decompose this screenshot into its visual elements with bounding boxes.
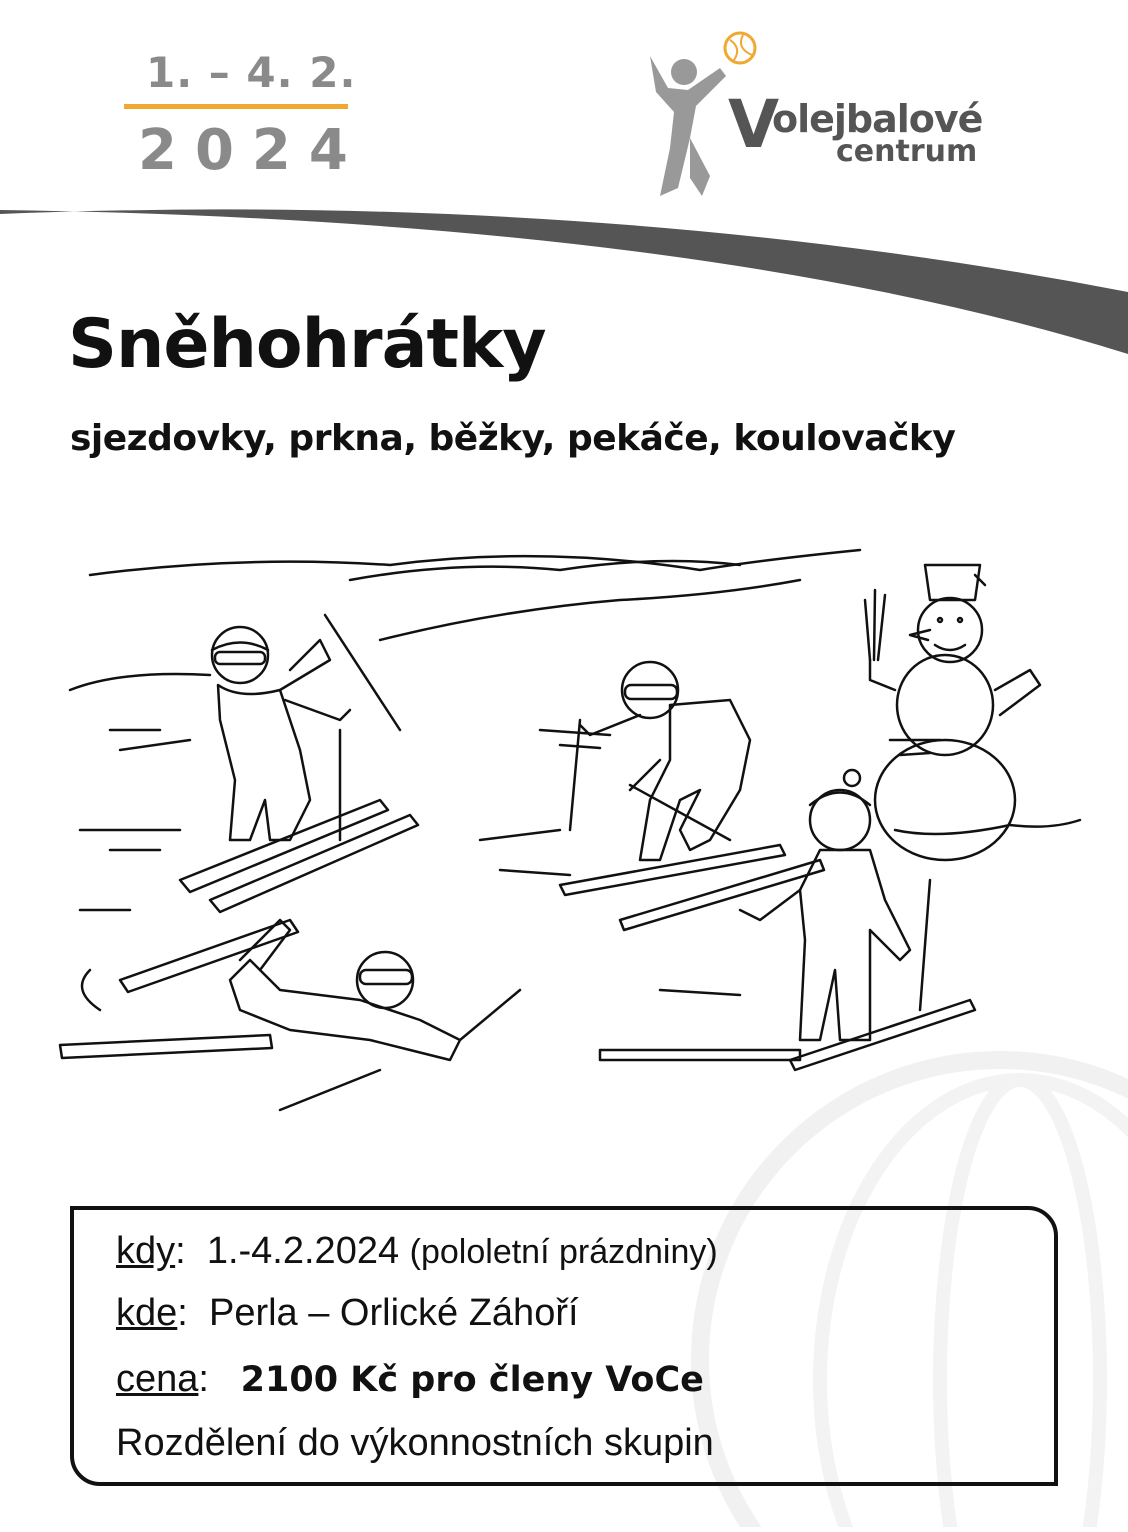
logo-text-centrum: centrum xyxy=(836,134,978,169)
snowman-figure xyxy=(865,565,1080,860)
skier-one-figure xyxy=(180,615,418,912)
date-range: 1. – 4. 2. xyxy=(146,48,357,97)
when-value: 1.-4.2.2024 xyxy=(206,1230,400,1272)
logo-text-volejbalove: olejbalové xyxy=(772,97,983,141)
date-year: 2024 xyxy=(138,118,366,183)
date-divider xyxy=(124,104,348,109)
when-label: kdy xyxy=(116,1230,176,1272)
logo-letter-v: V xyxy=(728,86,780,163)
price-label: cena xyxy=(116,1358,199,1400)
price-value: 2100 Kč pro členy VoCe xyxy=(240,1360,704,1400)
page-subtitle: sjezdovky, prkna, běžky, pekáče, koulovačky xyxy=(70,418,956,459)
info-row-when: kdy: 1.-4.2.2024 (pololetní prázdniny) xyxy=(116,1230,718,1272)
where-value: Perla – Orlické Záhoří xyxy=(208,1292,579,1334)
page-title: Sněhohrátky xyxy=(68,305,546,384)
event-info-box xyxy=(70,1206,1058,1486)
where-label: kde xyxy=(116,1292,178,1334)
fallen-skier-figure xyxy=(60,920,520,1110)
skier-two-figure xyxy=(560,662,824,930)
skiers-snowman-illustration xyxy=(40,540,1100,1145)
info-row-price: cena: 2100 Kč pro členy VoCe xyxy=(116,1358,704,1400)
when-note: (pololetní prázdniny) xyxy=(409,1233,718,1271)
info-row-where: kde: Perla – Orlické Záhoří xyxy=(116,1292,579,1334)
groups-note: Rozdělení do výkonnostních skupin xyxy=(116,1422,714,1464)
